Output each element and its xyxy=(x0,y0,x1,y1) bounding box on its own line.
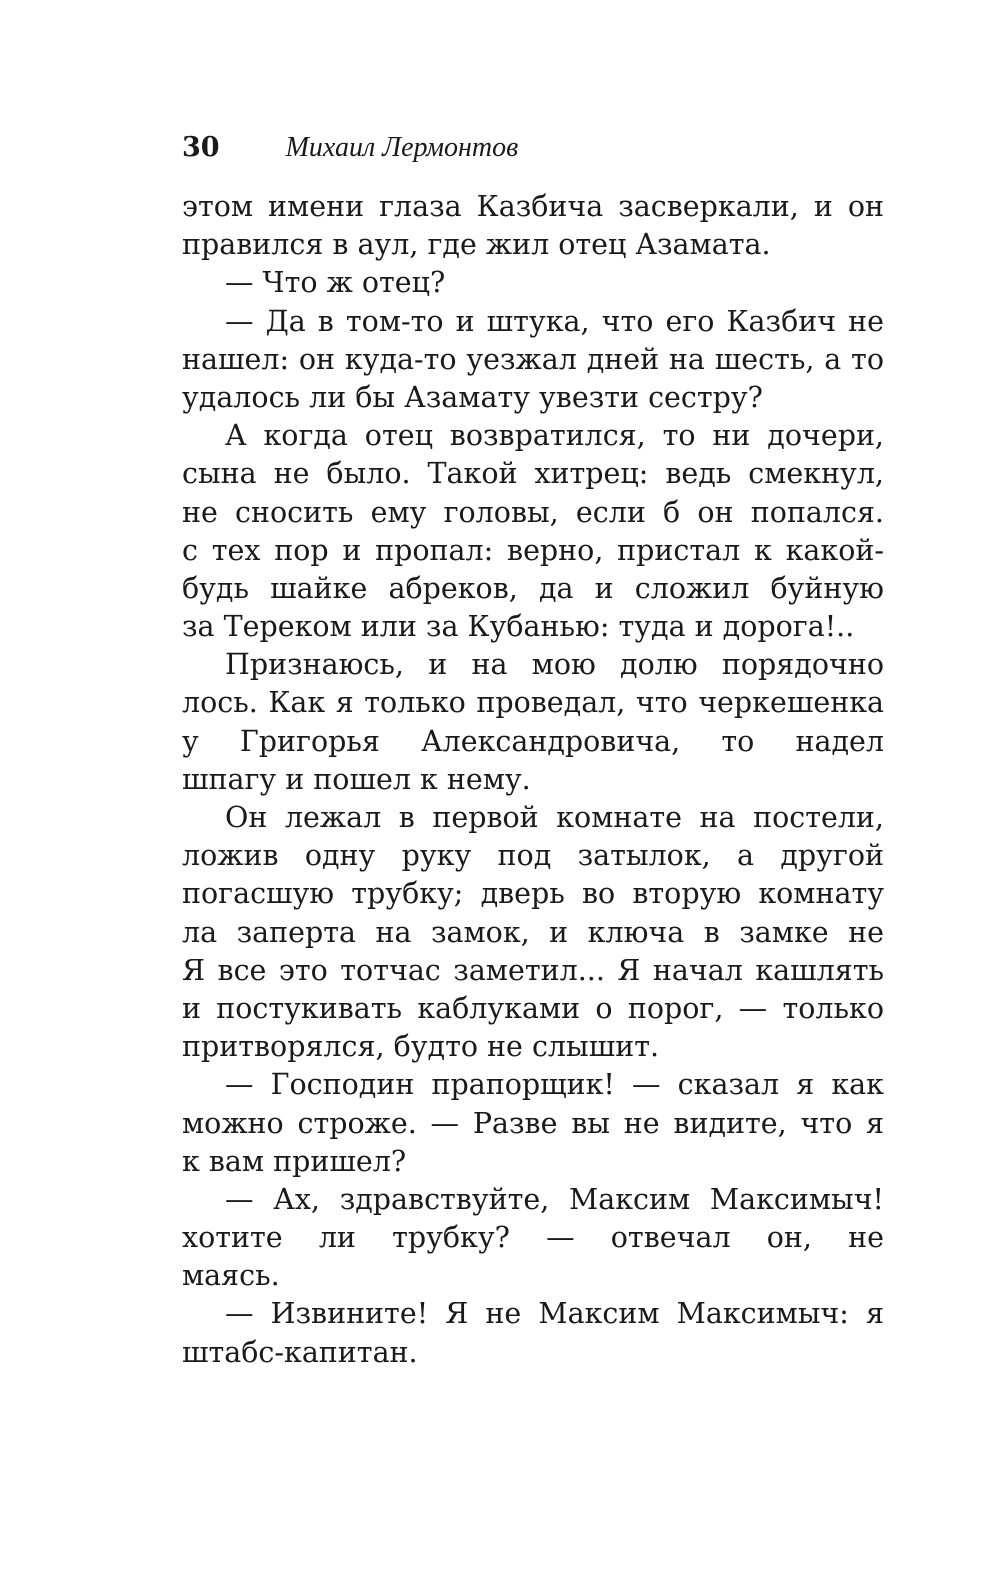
running-head-author: Михаил Лермонтов xyxy=(285,132,519,163)
text-line: нашел: он куда-то уезжал дней на шесть, а то xyxy=(182,342,884,376)
text-line: — Извините! Я не Максим Максимыч: я xyxy=(225,1297,884,1331)
body-text xyxy=(182,188,884,1372)
text-line: будь шайке абреков, да и сложил буйную xyxy=(182,571,884,605)
text-line: за Тереком или за Кубанью: туда и дорога!.. xyxy=(182,610,855,644)
text-line: правился в аул, где жил отец Азамата. xyxy=(182,228,771,262)
text-line: — Ах, здравствуйте, Максим Максимыч! xyxy=(225,1182,884,1216)
running-head xyxy=(182,132,884,172)
text-line: удалось ли бы Азамату увезти сестру? xyxy=(182,380,763,414)
text-line: погасшую трубку; дверь во вторую комнату xyxy=(182,877,884,911)
text-line: штабс-капитан. xyxy=(182,1335,418,1369)
text-line: у Григорья Александровича, то надел xyxy=(182,724,884,758)
book-page xyxy=(182,132,884,1372)
text-line: ложив одну руку под затылок, а другой xyxy=(182,839,884,873)
text-line: с тех пор и пропал: верно, пристал к какой- xyxy=(182,533,884,567)
text-line: Признаюсь, и на мою долю порядочно xyxy=(225,648,884,682)
text-line: этом имени глаза Казбича засверкали, и он xyxy=(182,190,884,223)
text-line: — Да в том-то и штука, что его Казбич не xyxy=(225,304,884,338)
text-line: А когда отец возвратился, то ни дочери, xyxy=(225,419,884,453)
text-line: шпагу и пошел к нему. xyxy=(182,762,531,796)
text-line: сына не было. Такой хитрец: ведь смекнул, xyxy=(182,457,884,491)
text-line: — Господин прапорщик! — сказал я как xyxy=(225,1068,884,1102)
text-line: маясь. xyxy=(182,1259,280,1293)
text-line: не сносить ему головы, если б он попался. xyxy=(182,495,884,529)
text-line: Я все это тотчас заметил... Я начал кашлять xyxy=(182,953,884,987)
text-line: — Что ж отец? xyxy=(225,266,446,300)
text-line: и постукивать каблуками о порог, — только xyxy=(182,991,884,1025)
text-line: ла заперта на замок, и ключа в замке не xyxy=(182,915,884,949)
text-line: Он лежал в первой комнате на постели, xyxy=(225,801,884,834)
text-line: лось. Как я только проведал, что черкешенка xyxy=(182,686,884,720)
text-line: к вам пришел? xyxy=(182,1144,407,1178)
text-line: притворялся, будто не слышит. xyxy=(182,1030,660,1064)
page-number: 30 xyxy=(182,132,220,163)
text-line: хотите ли трубку? — отвечал он, не xyxy=(182,1221,884,1255)
text-line: можно строже. — Разве вы не видите, что я xyxy=(182,1106,884,1140)
